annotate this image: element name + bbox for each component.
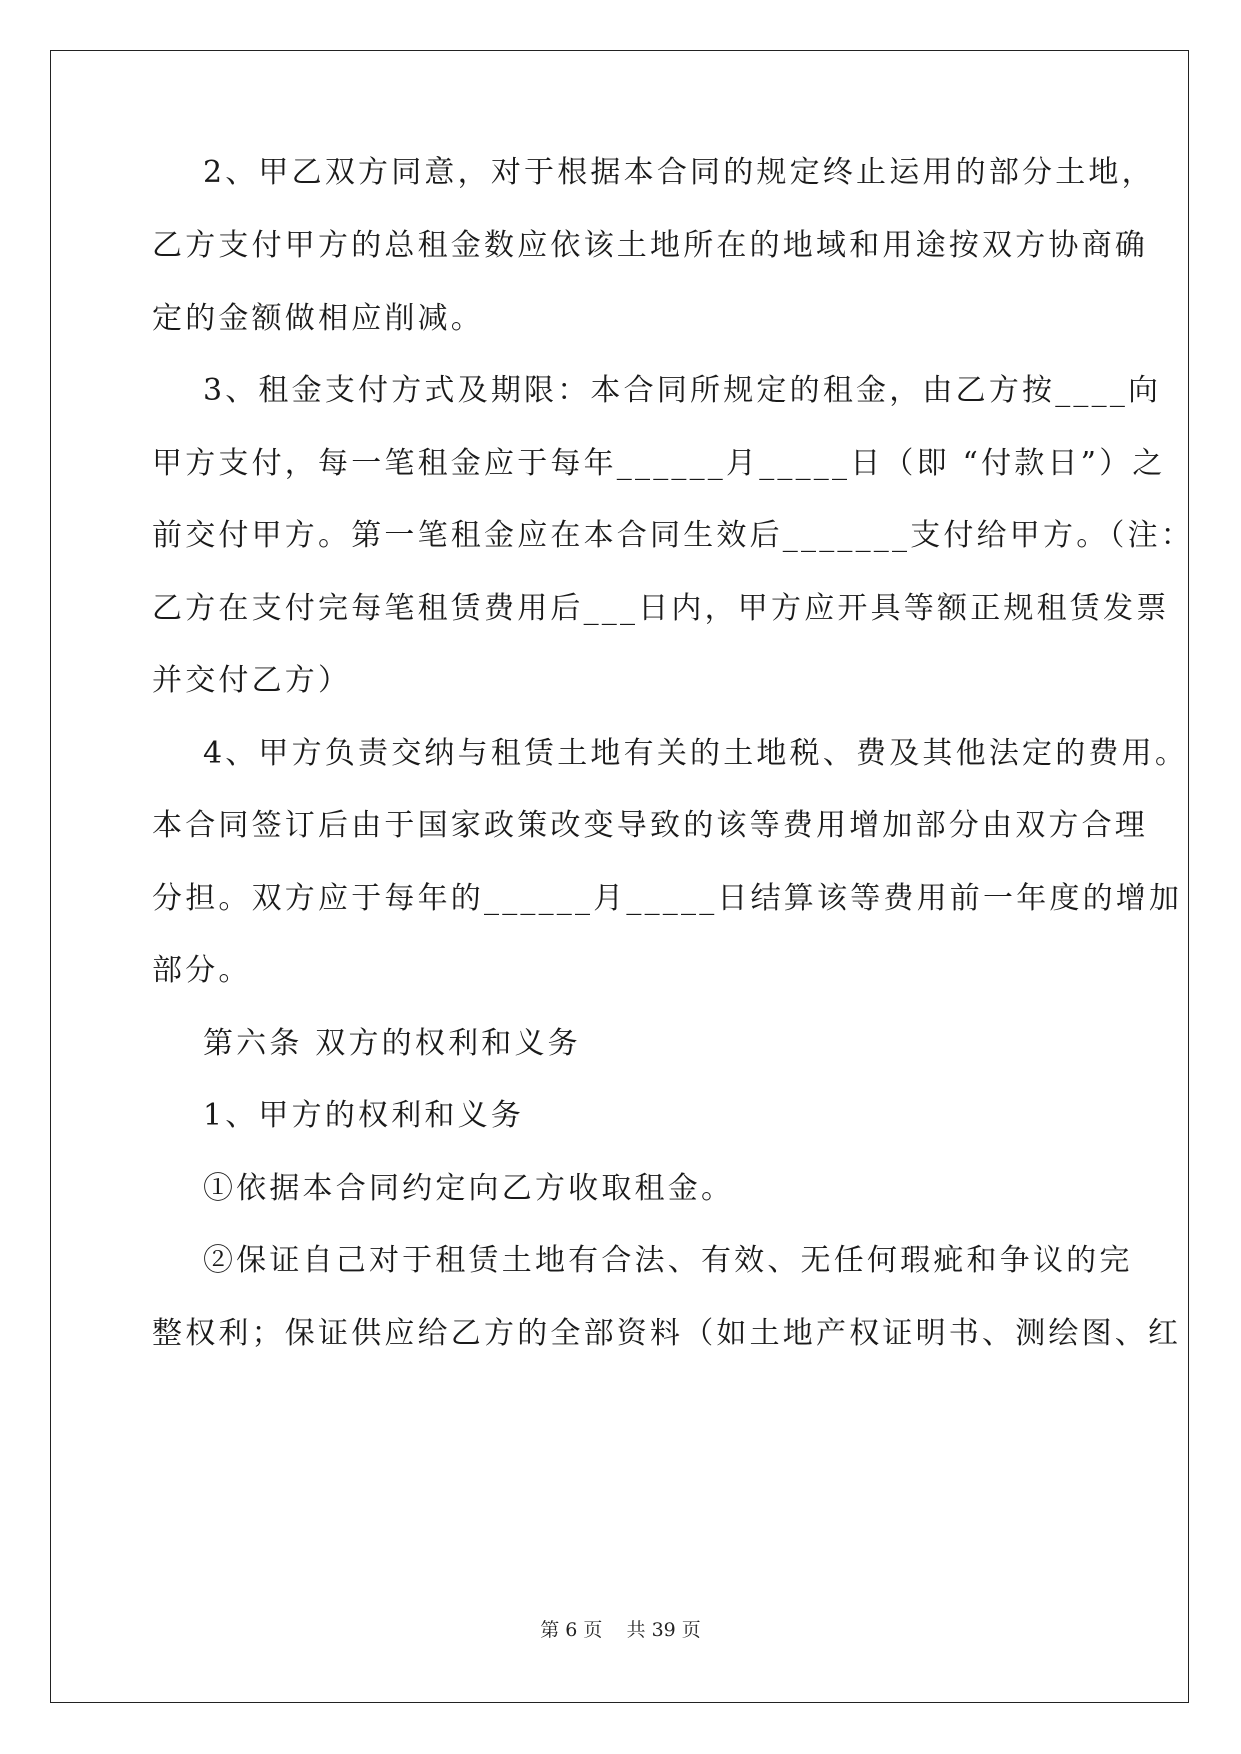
text-line: 乙方在支付完每笔租赁费用后___日内，甲方应开具等额正规租赁发票 — [152, 591, 1170, 626]
text-line: 定的金额做相应削减。 — [152, 301, 484, 336]
page-footer — [0, 1618, 1241, 1642]
text-line: 前交付甲方。第一笔租金应在本合同生效后_______支付给甲方。（注： — [152, 518, 1194, 553]
text-line: 整权利；保证供应给乙方的全部资料（如土地产权证明书、测绘图、红 — [152, 1316, 1182, 1351]
text-line: 2、甲乙双方同意，对于根据本合同的规定终止运用的部分土地， — [152, 155, 1155, 190]
text-line: 并交付乙方） — [152, 663, 352, 698]
text-line: ①依据本合同约定向乙方收取租金。 — [152, 1171, 735, 1206]
subsection-heading: 1、甲方的权利和义务 — [152, 1098, 525, 1133]
page-border — [50, 50, 1189, 1703]
text-line: 乙方支付甲方的总租金数应依该土地所在的地域和用途按双方协商确 — [152, 228, 1148, 263]
text-line: 分担。双方应于每年的______月_____日结算该等费用前一年度的增加 — [152, 881, 1183, 916]
text-line: 3、租金支付方式及期限：本合同所规定的租金，由乙方按____向 — [152, 373, 1162, 408]
text-line: 4、甲方负责交纳与租赁土地有关的土地税、费及其他法定的费用。 — [152, 736, 1189, 771]
total-pages: 共 39 页 — [626, 1619, 701, 1641]
text-line: ②保证自己对于租赁土地有合法、有效、无任何瑕疵和争议的完 — [152, 1243, 1133, 1278]
page-number: 第 6 页 — [540, 1619, 603, 1641]
text-line: 部分。 — [152, 953, 252, 988]
section-heading: 第六条 双方的权利和义务 — [152, 1026, 581, 1061]
text-line: 本合同签订后由于国家政策改变导致的该等费用增加部分由双方合理 — [152, 808, 1148, 843]
text-line: 甲方支付，每一笔租金应于每年______月_____日（即 “付款日”）之 — [152, 446, 1166, 481]
